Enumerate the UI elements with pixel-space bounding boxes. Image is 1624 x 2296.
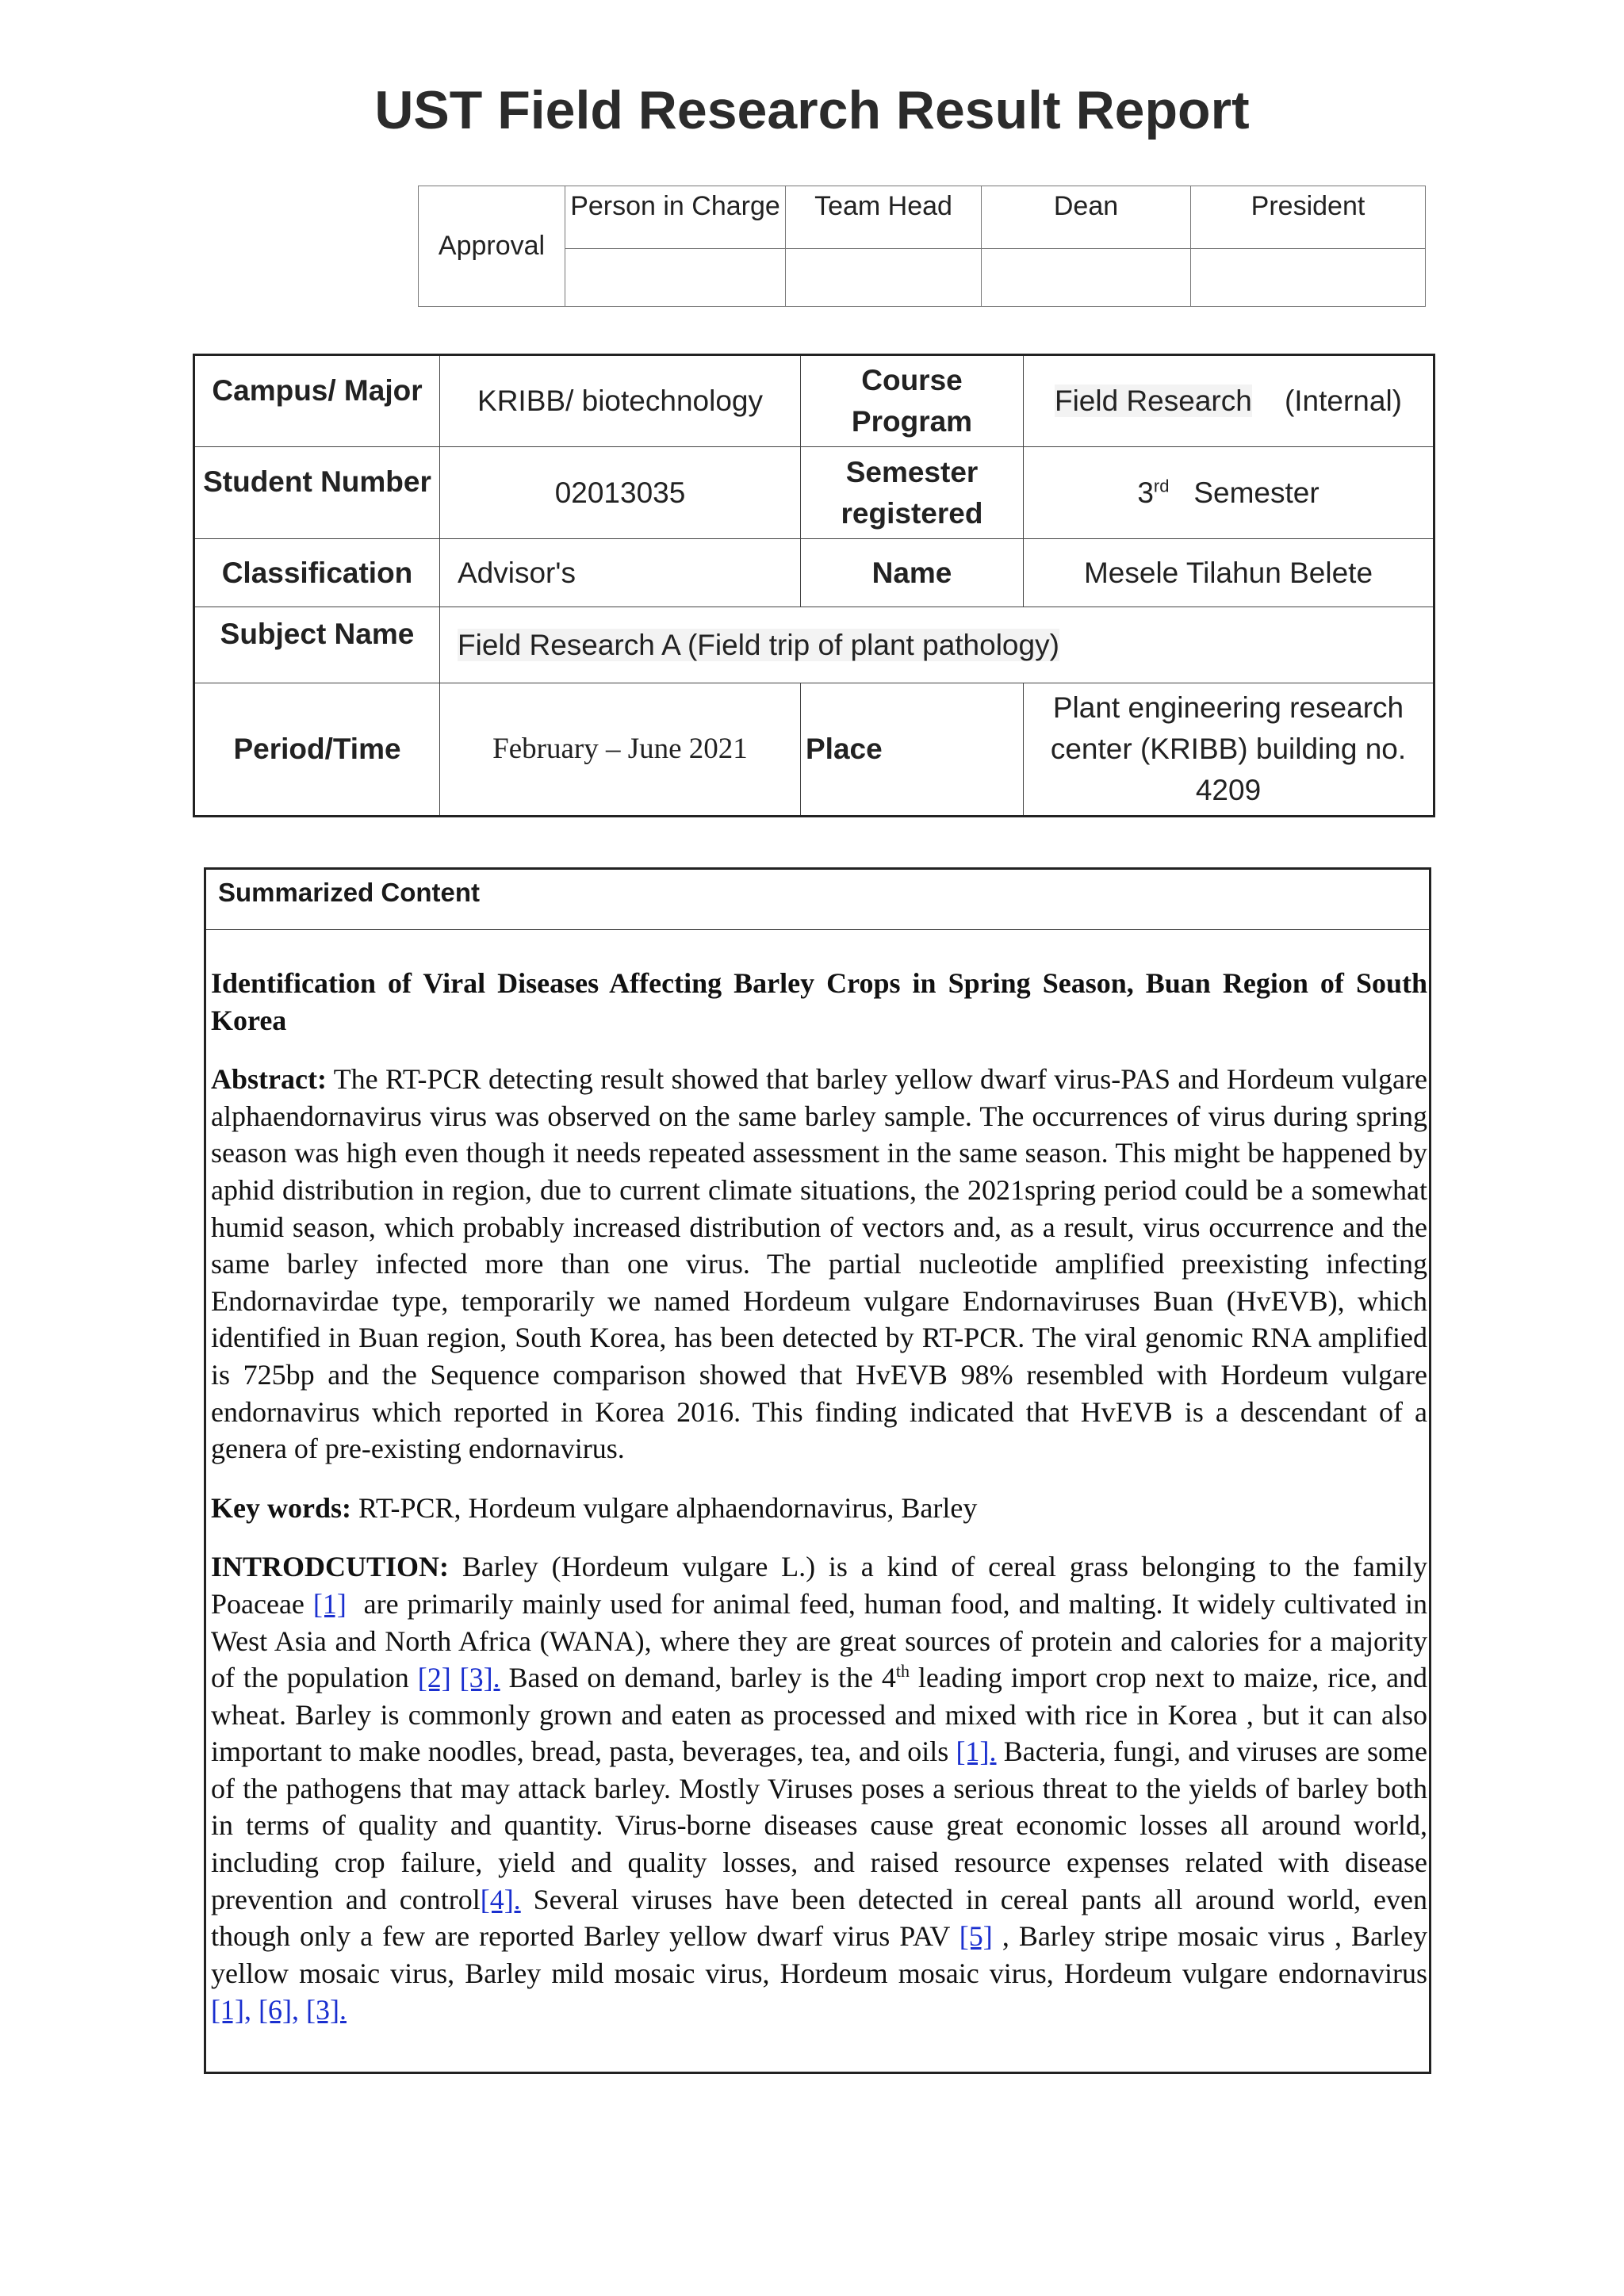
intro-text-4: leading import crop next to maize, rice, and wheat. Barley is commonly grown and eaten as processed and mixed with rice in Korea , but it can also important to make noodles, bread, pasta, beverages, tea, and oils [211, 1662, 1428, 1768]
classification-value: Advisor's [440, 539, 801, 607]
course-value: Field Research [1054, 385, 1252, 417]
name-value: Mesele Tilahun Belete [1024, 539, 1434, 607]
course-label-line2: Program [851, 405, 973, 438]
signature-president[interactable] [1191, 249, 1426, 307]
approval-col-dean: Dean [982, 186, 1191, 249]
summary-box [204, 867, 1431, 2074]
intro-label: INTRODCUTION: [211, 1551, 450, 1583]
signature-dean[interactable] [982, 249, 1191, 307]
citation-link[interactable]: [1]. [956, 1735, 997, 1768]
approval-col-president: President [1191, 186, 1426, 249]
intro-text-2: are primarily mainly used for animal feed, human food, and malting. It widely cultivated in West Asia and North Africa (WANA), where they are great sources of protein and calories for a majority of the population [211, 1587, 1428, 1694]
summary-heading: Summarized Content [206, 870, 1429, 930]
intro-text-3: Based on demand, barley is the 4 [508, 1662, 896, 1694]
subject-value: Field Research A (Field trip of plant pathology) [458, 628, 1059, 661]
intro-text-1: Barley (Hordeum vulgare L.) is a kind of cereal grass belonging to the family Poaceae [211, 1551, 1427, 1620]
keywords-paragraph [211, 1490, 1427, 1527]
name-label: Name [801, 539, 1024, 607]
citation-link[interactable]: [3]. [305, 1994, 347, 2026]
semester-label [801, 447, 1024, 539]
approval-label: Approval [419, 186, 565, 307]
semester-label-line1: Semester [845, 455, 979, 488]
abstract-text: The RT-PCR detecting result showed that barley yellow dwarf virus-PAS and Hordeum vulgare alphaendornavirus virus was observed on the same barley sample. The occurrences of virus during spring season was high even though it needs repeated assessment in the same season. This might be happened by aphid distribution in region, due to current climate situations, the 2021spring period could be a somewhat humid season, which probably increased distribution of vectors and, as a result, virus occurrence and the same barley infected more than one virus. The partial nucleotide amplified preexisting infecting Endornavirdae type, temporarily we named Hordeum vulgare Endornaviruses Buan (HvEVB), which identified in Buan region, South Korea, has been detected by RT-PCR. The viral genomic RNA amplified is 725bp and the Sequence comparison showed that HvEVB 98% resembled with Hordeum vulgare endornavirus which reported in Korea 2016. This finding indicated that HvEVB is a descendant of a genera of pre-existing endornavirus. [211, 1063, 1427, 1465]
citation-link[interactable]: [1] [312, 1587, 347, 1620]
signature-team-head[interactable] [786, 249, 982, 307]
semester-word: Semester [1193, 476, 1320, 509]
summary-body [206, 965, 1429, 2029]
course-label [801, 355, 1024, 447]
place-label: Place [801, 683, 1024, 817]
place-value-line1: Plant engineering research [1052, 691, 1404, 724]
classification-label: Classification [194, 539, 440, 607]
place-value-line2: center (KRIBB) building no. [1050, 733, 1407, 765]
place-value [1024, 683, 1434, 817]
approval-col-person-in-charge: Person in Charge [565, 186, 786, 249]
period-label: Period/Time [194, 683, 440, 817]
abstract-label: Abstract: [211, 1063, 327, 1096]
campus-label: Campus/ Major [194, 355, 440, 447]
approval-col-team-head: Team Head [786, 186, 982, 249]
student-number-value: 02013035 [440, 447, 801, 539]
course-type: (Internal) [1284, 385, 1403, 417]
approval-table [418, 186, 1426, 307]
citation-link[interactable]: [3]. [459, 1662, 500, 1694]
info-table [193, 354, 1435, 817]
student-number-label: Student Number [194, 447, 440, 539]
abstract-paragraph [211, 1061, 1427, 1468]
citation-link[interactable]: [1], [211, 1994, 251, 2026]
period-value: February – June 2021 [440, 683, 801, 817]
citation-link[interactable]: [2] [417, 1662, 451, 1694]
citation-link[interactable]: [4]. [480, 1883, 521, 1915]
campus-value: KRIBB/ biotechnology [440, 355, 801, 447]
course-label-line1: Course [861, 364, 963, 396]
course-value-cell [1024, 355, 1434, 447]
subject-value-cell [440, 607, 1434, 683]
semester-number: 3 [1137, 476, 1154, 509]
subject-label: Subject Name [194, 607, 440, 683]
page-title: UST Field Research Result Report [374, 80, 1250, 140]
keywords-label: Key words: [211, 1491, 351, 1524]
introduction-paragraph [211, 1548, 1427, 2029]
semester-label-line2: registered [841, 496, 983, 530]
intro-text-7: , Barley stripe mosaic virus , Barley yellow mosaic virus, Barley mild mosaic virus, Hordeum mosaic virus, Hordeum vulgare endornavirus [211, 1920, 1428, 1989]
citation-link[interactable]: [5] [959, 1920, 993, 1953]
paper-title: Identification of Viral Diseases Affecting Barley Crops in Spring Season, Buan Region of South Korea [211, 967, 1427, 1036]
semester-value [1024, 447, 1434, 539]
intro-text-6: Several viruses have been detected in cereal pants all around world, even though only a few are reported Barley yellow dwarf virus PAV [211, 1883, 1428, 1953]
intro-ordinal: th [895, 1661, 910, 1682]
citation-link[interactable]: [6], [258, 1994, 299, 2026]
place-value-line3: 4209 [1195, 774, 1262, 806]
keywords-text: RT-PCR, Hordeum vulgare alphaendornavirus, Barley [358, 1491, 978, 1524]
semester-ordinal: rd [1153, 476, 1170, 496]
signature-person-in-charge[interactable] [565, 249, 786, 307]
intro-text-5: Bacteria, fungi, and viruses are some of the pathogens that may attack barley. Mostly Viruses poses a serious threat to the yields of barley both in terms of quality and quantity. Virus-borne diseases cause great economic losses all around world, including crop failure, yield and quality losses, and raised resource expenses related with disease prevention and control [211, 1735, 1427, 1915]
